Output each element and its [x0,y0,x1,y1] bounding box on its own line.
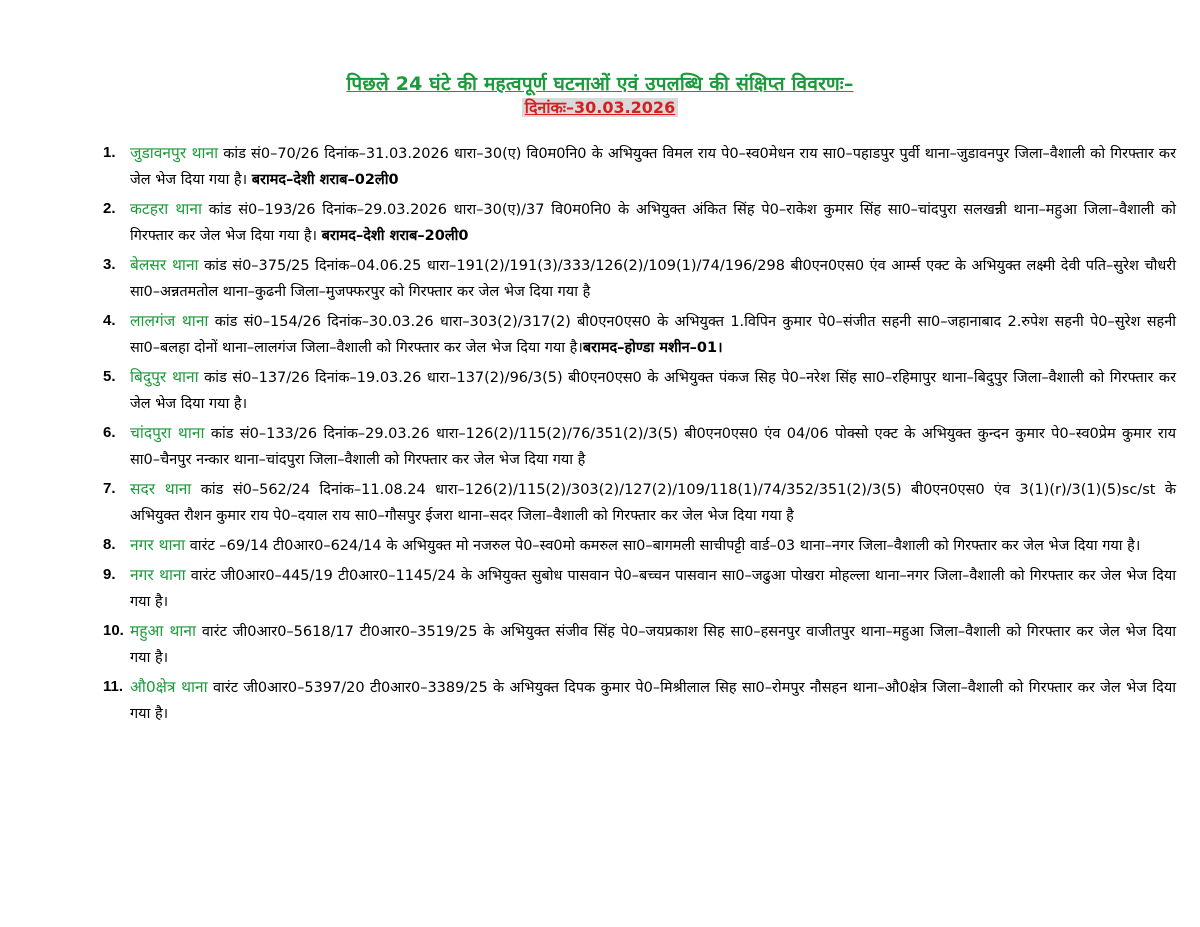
recovery-text: बरामद–देशी शराब–20ली0 [321,228,469,244]
station-name: महुआ थाना [130,622,197,640]
report-date [0,96,1200,118]
station-name: लालगंज थाना [130,312,209,330]
station-name: नगर थाना [130,536,186,554]
report-date-text: दिनांकः–30.03.2026 [522,98,678,117]
item-number: 4. [103,312,116,329]
list-item [100,532,1176,559]
list-item [100,618,1176,671]
item-text: कांड सं0–193/26 दिनांक–29.03.2026 धारा–30(ए)/37 वि0म0नि0 के अभियुक्त अंकित सिंह पे0–राकेश कुमार सिंह सा0–चांदपुरा सलखन्नी थाना–महुआ जिला–वैशाली को गिरफ्तार कर जेल भेज दिया गया है। [130,202,1176,244]
item-text: कांड सं0–70/26 दिनांक–31.03.2026 धारा–30(ए) वि0म0नि0 के अभियुक्त विमल राय पे0–स्व0मेधन राय सा0–पहाडपुर पुर्वी थाना–जुडावनपुर जिला–वैशाली को गिरफ्तार कर जेल भेज दिया गया है। [130,146,1177,188]
list-item [100,196,1176,249]
station-name: औ0क्षेत्र थाना [130,678,208,696]
list-item [100,140,1176,193]
list-item [100,308,1176,361]
item-text: कांड सं0–137/26 दिनांक–19.03.26 धारा–137(2)/96/3(5) बी0एन0एस0 के अभियुक्त पंकज सिह पे0–नरेश सिंह सा0–रहिमापुर थाना–बिदुपुर जिला–वैशाली को गिरफ्तार कर जेल भेज दिया गया है। [130,370,1176,412]
item-number: 3. [103,256,116,273]
station-name: सदर थाना [130,480,192,498]
item-number: 1. [103,144,116,161]
item-number: 7. [103,480,116,497]
item-text: वारंट –69/14 टी0आर0–624/14 के अभियुक्त मो नजरुल पे0–स्व0मो कमरुल सा0–बागमली साचीपट्टी वार्ड–03 थाना–नगर जिला–वैशाली को गिरफ्तार कर जेल भेज दिया गया है। [185,538,1141,554]
item-number: 6. [103,424,116,441]
item-text: वारंट जी0आर0–5397/20 टी0आर0–3389/25 के अभियुक्त दिपक कुमार पे0–मिश्रीलाल सिह सा0–रोमपुर नौसहन थाना–औ0क्षेत्र जिला–वैशाली को गिरफ्तार कर जेल भेज दिया गया है। [130,680,1176,722]
list-item [100,476,1176,529]
station-name: चांदपुरा थाना [130,424,205,442]
item-text: कांड सं0–562/24 दिनांक–11.08.24 धारा–126(2)/115(2)/303(2)/127(2)/109/118(1)/74/352/351(2)/3(5) बी0एन0एस0 एंव 3(1)(r)/3(1)(5)sc/st के अभियुक्त रौशन कुमार राय पे0–दयाल राय सा0–गौसपुर ईजरा थाना–सदर जिला–वैशाली को गिरफ्तार कर जेल भेज दिया गया है [130,482,1176,524]
item-text: कांड सं0–133/26 दिनांक–29.03.26 धारा–126(2)/115(2)/76/351(2)/3(5) बी0एन0एस0 एंव 04/06 पोक्सो एक्ट के अभियुक्त कुन्दन कुमार पे0–स्व0प्रेम कुमार राय सा0–चैनपुर नन्कार थाना–चांदपुरा जिला–वैशाली को गिरफ्तार कर जेल भेज दिया गया है [130,426,1176,468]
item-text: वारंट जी0आर0–5618/17 टी0आर0–3519/25 के अभियुक्त संजीव सिंह पे0–जयप्रकाश सिह सा0–हसनपुर वाजीतपुर थाना–महुआ जिला–वैशाली को गिरफ्तार कर जेल भेज दिया गया है। [130,624,1176,666]
station-name: बेलसर थाना [130,256,199,274]
list-item [100,364,1176,417]
item-number: 10. [103,622,124,639]
item-number: 5. [103,368,116,385]
list-item [100,562,1176,615]
item-text: कांड सं0–375/25 दिनांक–04.06.25 धारा–191(2)/191(3)/333/126(2)/109(1)/74/196/298 बी0एन0एस0 एंव आर्म्स एक्ट के अभियुक्त लक्ष्मी देवी पति–सुरेश चौधरी सा0–अन्नतमतोल थाना–कुढनी जिला–मुजफ्फरपुर को गिरफ्तार कर जेल भेज दिया गया है [130,258,1176,300]
list-item [100,674,1176,727]
item-text: कांड सं0–154/26 दिनांक–30.03.26 धारा–303(2)/317(2) बी0एन0एस0 के अभियुक्त 1.विपिन कुमार पे0–संजीत सहनी सा0–जहानाबाद 2.रुपेश सहनी पे0–सुरेश सहनी सा0–बलहा दोनों थाना–लालगंज जिला–वैशाली को गिरफ्तार कर जेल भेज दिया गया है। [130,314,1177,356]
list-item [100,420,1176,473]
item-text: वारंट जी0आर0–445/19 टी0आर0–1145/24 के अभियुक्त सुबोध पासवान पे0–बच्चन पासवान सा0–जढुआ पोखरा मोहल्ला थाना–नगर जिला–वैशाली को गिरफ्तार कर जेल भेज दिया गया है। [130,568,1176,610]
item-number: 9. [103,566,116,583]
item-number: 11. [103,678,124,695]
recovery-text: बरामद–होण्डा मशीन–01। [582,340,723,356]
item-number: 2. [103,200,116,217]
incident-list [100,140,1176,730]
page-title: पिछले 24 घंटे की महत्वपूर्ण घटनाओं एवं उपलब्धि की संक्षिप्त विवरणः– [346,73,854,95]
station-name: जुडावनपुर थाना [130,144,219,162]
station-name: बिदुपुर थाना [130,368,199,386]
recovery-text: बरामद–देशी शराब–02ली0 [251,172,399,188]
list-item [100,252,1176,305]
station-name: नगर थाना [130,566,186,584]
item-number: 8. [103,536,116,553]
station-name: कटहरा थाना [130,200,202,218]
